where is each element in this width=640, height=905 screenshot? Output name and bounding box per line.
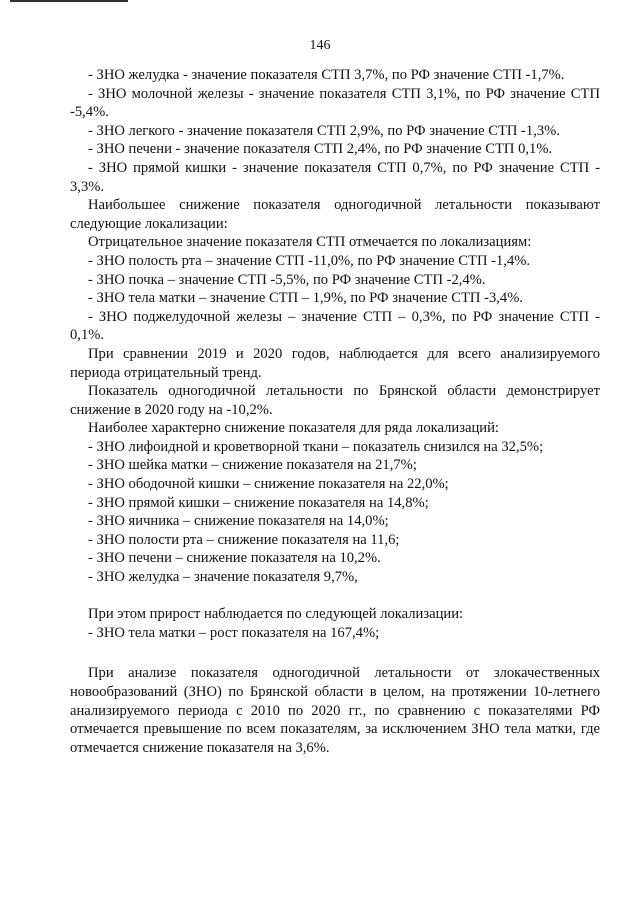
list-item: - ЗНО яичника – снижение показателя на 14,0%; (88, 513, 389, 530)
list-item: - ЗНО прямой кишки - значение показателя СТП 0,7%, по РФ значение СТП - 3,3%. (70, 159, 600, 195)
list-item: - ЗНО желудка - значение показателя СТП 3,7%, по РФ значение СТП -1,7%. (88, 67, 565, 83)
list-item: - ЗНО поджелудочной железы – значение СТП – 0,3%, по РФ значение СТП - 0,1%. (70, 308, 600, 344)
list-item: - ЗНО молочной железы - значение показателя СТП 3,1%, по РФ значение СТП -5,4%. (70, 85, 600, 121)
list-item: - ЗНО тела матки – рост показателя на 167,4%; (88, 624, 380, 641)
paragraph-conclusion: При анализе показателя одногодичной летальности от злокачественных новообразований (ЗНО) по Брянской области в целом, на протяжении 10-летнего анализируемого периода с 2010 по 2020 гг., по сравнению с показателями РФ отмечается превышение по всем показателям, за исключением ЗНО тела матки, где отмечается снижение показателя на 3,6%. (70, 665, 600, 756)
list-item: - ЗНО полости рта – снижение показателя на 11,6; (88, 531, 400, 548)
top-rule (10, 0, 128, 2)
paragraph-characteristic-intro: Наиболее характерно снижение показателя для ряда локализаций: (88, 420, 499, 437)
list-item: - ЗНО прямой кишки – снижение показателя на 14,8%; (88, 494, 429, 511)
paragraph-negative-intro: Отрицательное значение показателя СТП отмечается по локализациям: (88, 234, 532, 251)
list-item: - ЗНО шейка матки – снижение показателя на 21,7%; (88, 457, 417, 474)
paragraph-regional: Показатель одногодичной летальности по Брянской области демонстрирует снижение в 2020 году на -10,2%. (70, 383, 600, 418)
list-item: - ЗНО почка – значение СТП -5,5%, по РФ значение СТП -2,4%. (88, 271, 486, 288)
page-number: 146 (309, 38, 331, 53)
list-item: - ЗНО тела матки – значение СТП – 1,9%, по РФ значение СТП -3,4%. (88, 290, 523, 307)
spacer (70, 642, 600, 664)
paragraph-comparison: При сравнении 2019 и 2020 годов, наблюдается для всего анализируемого периода отрицательный тренд. (70, 345, 600, 381)
document-body (70, 66, 600, 757)
list-item: - ЗНО печени – снижение показателя на 10,2%. (88, 550, 381, 567)
list-item: - ЗНО желудка – значение показателя 9,7%, (88, 569, 358, 586)
list-item: - ЗНО легкого - значение показателя СТП 2,9%, по РФ значение СТП -1,3%. (88, 122, 560, 139)
paragraph-growth-intro: При этом прирост наблюдается по следующей локализации: (88, 606, 464, 623)
spacer (70, 587, 600, 606)
paragraph-decrease-intro: Наибольшее снижение показателя одногодичной летальности показывают следующие локализации: (70, 197, 600, 232)
list-item: - ЗНО лифоидной и кроветворной ткани – показатель снизился на 32,5%; (88, 438, 544, 455)
list-item: - ЗНО ободочной кишки – снижение показателя на 22,0%; (88, 476, 449, 493)
list-item: - ЗНО полость рта – значение СТП -11,0%, по РФ значение СТП -1,4%. (88, 252, 531, 269)
list-item: - ЗНО печени - значение показателя СТП 2,4%, по РФ значение СТП 0,1%. (88, 141, 553, 158)
